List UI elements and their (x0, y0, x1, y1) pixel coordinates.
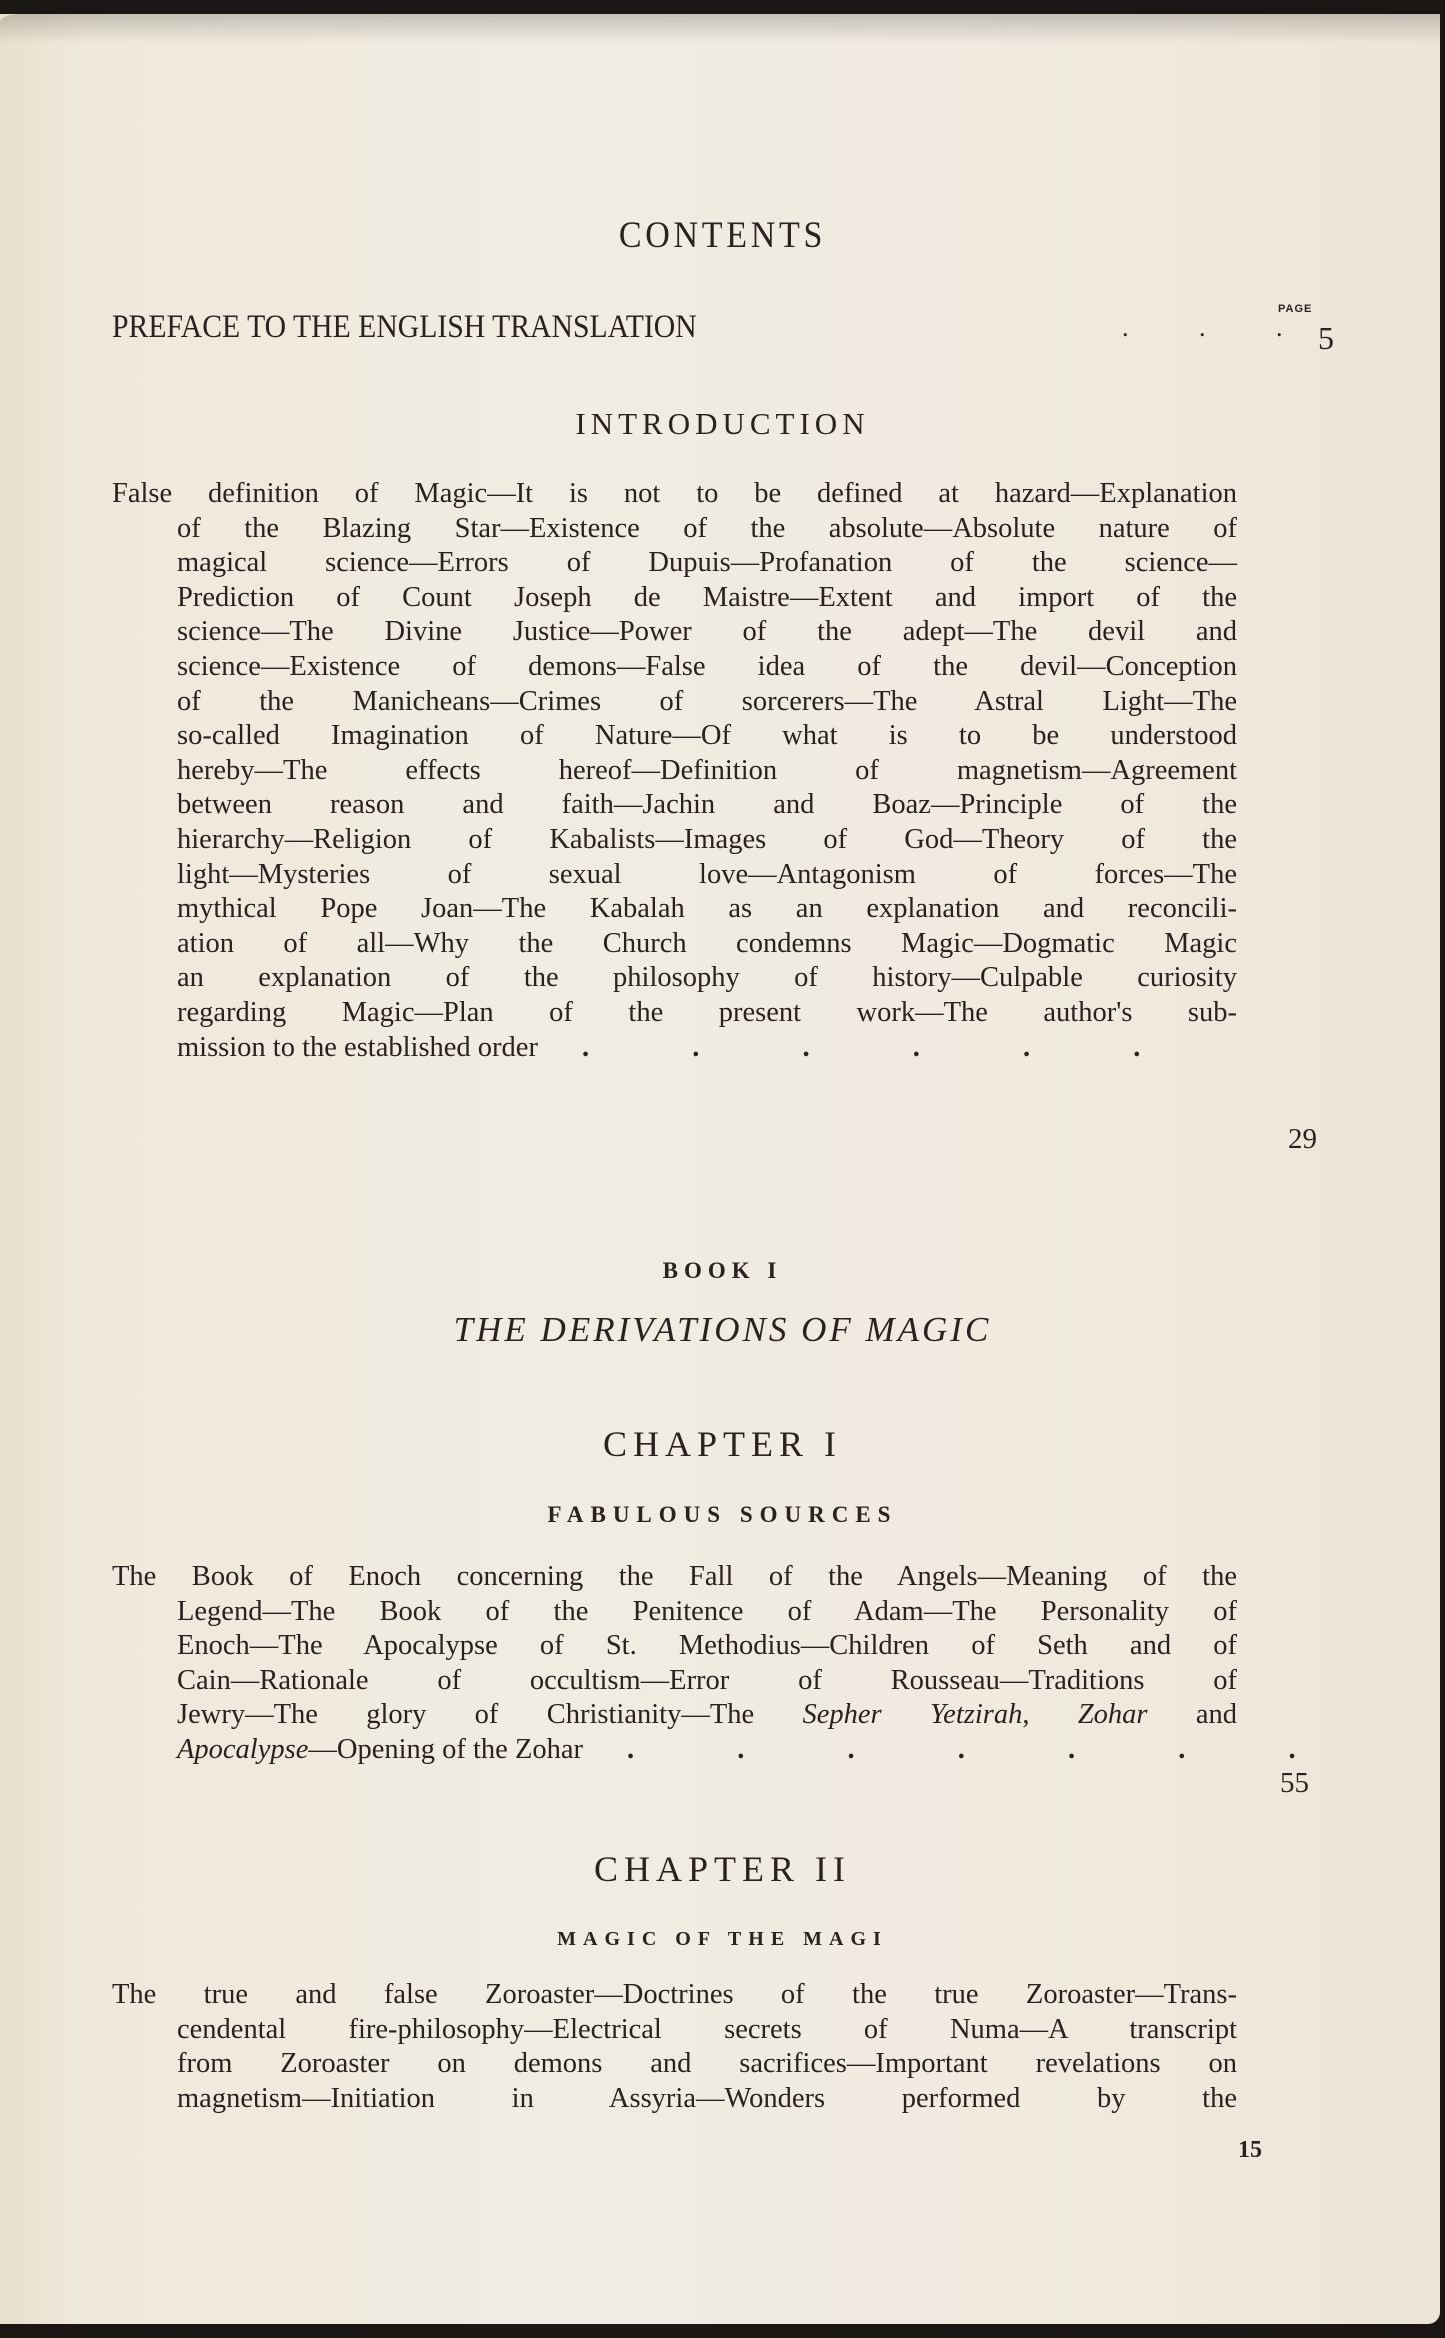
summary-line: hereby—The effects hereof—Definition of magnetism—Agreement (177, 754, 1237, 786)
summary-line: from Zoroaster on demons and sacrifices—Important revelations on (177, 2048, 1237, 2080)
chapter-1-summary (112, 1560, 1344, 1768)
chapter-2-subtitle: MAGIC OF THE MAGI (557, 1928, 888, 1950)
chapter-2-heading[interactable]: CHAPTER II (594, 1849, 851, 1889)
separator: , (1022, 1699, 1078, 1731)
summary-line: science—Existence of demons—False idea of the devil—Conception (177, 650, 1237, 682)
summary-line: between reason and faith—Jachin and Boaz—Principle of the (177, 789, 1237, 821)
summary-line: False definition of Magic—It is not to be defined at hazard—Explanation (112, 478, 1237, 509)
summary-text: —Opening of the Zohar (308, 1733, 584, 1765)
book-label: BOOK I (662, 1258, 783, 1283)
summary-line: hierarchy—Religion of Kabalists—Images of God—Theory of the (177, 823, 1237, 855)
page-folio: 15 (1238, 2137, 1262, 2163)
dot-leader: . . . . . . . (627, 1733, 1344, 1765)
summary-line: science—The Divine Justice—Power of the adept—The devil and (177, 616, 1237, 648)
page-number-preface: 5 (1318, 320, 1334, 356)
page-title: CONTENTS (618, 215, 827, 256)
summary-line: light—Mysteries of sexual love—Antagonism of forces—The (177, 858, 1237, 890)
page-column-label: PAGE (1278, 303, 1313, 315)
dot-leader: . . . . . . (581, 1031, 1189, 1063)
summary-line: Legend—The Book of the Penitence of Adam—The Personality of (177, 1595, 1237, 1627)
summary-line: Cain—Rationale of occultism—Error of Rousseau—Traditions of (177, 1664, 1237, 1696)
toc-entry-preface[interactable] (112, 305, 1332, 355)
introduction-heading[interactable]: INTRODUCTION (575, 406, 870, 441)
page-number-introduction: 29 (1288, 1123, 1317, 1155)
italic-title: Apocalypse (177, 1733, 309, 1765)
summary-text: and (1147, 1699, 1237, 1731)
italic-title: Sepher Yetzirah (802, 1699, 1023, 1731)
summary-line-last (177, 1733, 1344, 1768)
summary-line: cendental fire-philosophy—Electrical secrets of Numa—A transcript (177, 2013, 1237, 2045)
summary-line: regarding Magic—Plan of the present work—The author's sub- (177, 996, 1237, 1028)
italic-title: Zohar (1077, 1699, 1148, 1731)
book-title[interactable]: THE DERIVATIONS OF MAGIC (453, 1310, 992, 1349)
dot-leader: . . . (1122, 313, 1315, 342)
summary-line: mythical Pope Joan—The Kabalah as an explanation and reconcili- (177, 893, 1237, 925)
summary-line: of the Blazing Star—Existence of the absolute—Absolute nature of (177, 512, 1237, 544)
summary-line: magnetism—Initiation in Assyria—Wonders performed by the (177, 2082, 1237, 2114)
preface-title[interactable]: PREFACE TO THE ENGLISH TRANSLATION (112, 309, 697, 345)
summary-line: magical science—Errors of Dupuis—Profanation of the science— (177, 547, 1237, 579)
summary-line: Enoch—The Apocalypse of St. Methodius—Children of Seth and of (177, 1630, 1237, 1662)
summary-text: Jewry—The glory of Christianity—The (177, 1699, 803, 1731)
summary-line: Prediction of Count Joseph de Maistre—Extent and import of the (177, 581, 1237, 613)
summary-line (177, 1698, 1237, 1733)
introduction-summary (112, 477, 1237, 1065)
summary-line: an explanation of the philosophy of history—Culpable curiosity (177, 962, 1237, 994)
summary-line: The Book of Enoch concerning the Fall of the Angels—Meaning of the (112, 1561, 1237, 1592)
summary-line: ation of all—Why the Church condemns Magic—Dogmatic Magic (177, 927, 1237, 959)
summary-line: The true and false Zoroaster—Doctrines of the true Zoroaster—Trans- (112, 1979, 1237, 2010)
page-number-chapter-1: 55 (1280, 1767, 1309, 1799)
summary-line-last (177, 1031, 1237, 1066)
summary-line: of the Manicheans—Crimes of sorcerers—The Astral Light—The (177, 685, 1237, 717)
summary-text: mission to the established order (177, 1031, 538, 1063)
chapter-1-heading[interactable]: CHAPTER I (602, 1424, 842, 1464)
chapter-2-summary (112, 1978, 1237, 2116)
summary-line: so-called Imagination of Nature—Of what is to be understood (177, 720, 1237, 752)
chapter-1-subtitle: FABULOUS SOURCES (547, 1502, 898, 1527)
